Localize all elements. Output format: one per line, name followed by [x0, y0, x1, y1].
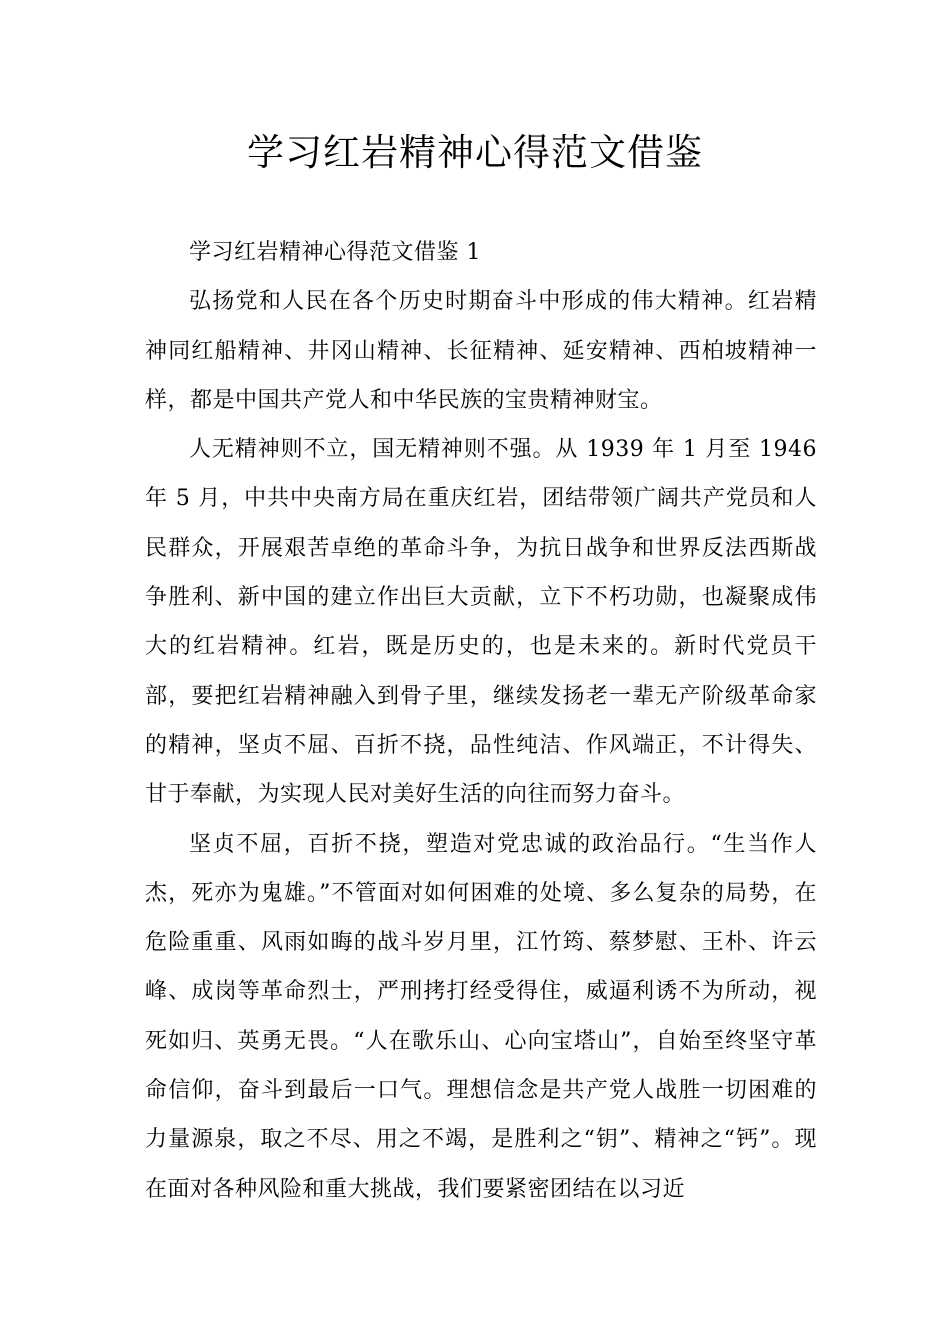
section-subheading: 学习红岩精神心得范文借鉴 1	[189, 240, 481, 265]
document-body	[145, 228, 817, 1214]
body-paragraph-3: 坚贞不屈，百折不挠，塑造对党忠诚的政治品行。“生当作人杰，死亦为鬼雄。”不管面对如何困难的处境、多么复杂的局势，在危险重重、风雨如晦的战斗岁月里，江竹筠、蔡梦慰、王朴、许云峰、成岗等革命烈士，严刑拷打经受得住，威逼利诱不为所动，视死如归、英勇无畏。“人在歌乐山、心向宝塔山”，自始至终坚守革命信仰，奋斗到最后一口气。理想信念是共产党人战胜一切困难的力量源泉，取之不尽、用之不竭，是胜利之“钥”、精神之“钙”。现在面对各种风险和重大挑战，我们要紧密团结在以习近	[145, 831, 817, 1202]
document-title: 学习红岩精神心得范文借鉴	[247, 131, 703, 174]
body-paragraph-2: 人无精神则不立，国无精神则不强。从 1939 年 1 月至 1946 年 5 月，中共中央南方局在重庆红岩，团结带领广阔共产党员和人民群众，开展艰苦卓绝的革命斗争，为抗日战争和世界反法西斯战争胜利、新中国的建立作出巨大贡献，立下不朽功勋，也凝聚成伟大的红岩精神。红岩，既是历史的，也是未来的。新时代党员干部，要把红岩精神融入到骨子里，继续发扬老一辈无产阶级革命家的精神，坚贞不屈、百折不挠，品性纯洁、作风端正，不计得失、甘于奉献，为实现人民对美好生活的向往而努力奋斗。	[145, 437, 817, 808]
body-paragraph-1: 弘扬党和人民在各个历史时期奋斗中形成的伟大精神。红岩精神同红船精神、井冈山精神、长征精神、延安精神、西柏坡精神一样，都是中国共产党人和中华民族的宝贵精神财宝。	[145, 289, 817, 413]
